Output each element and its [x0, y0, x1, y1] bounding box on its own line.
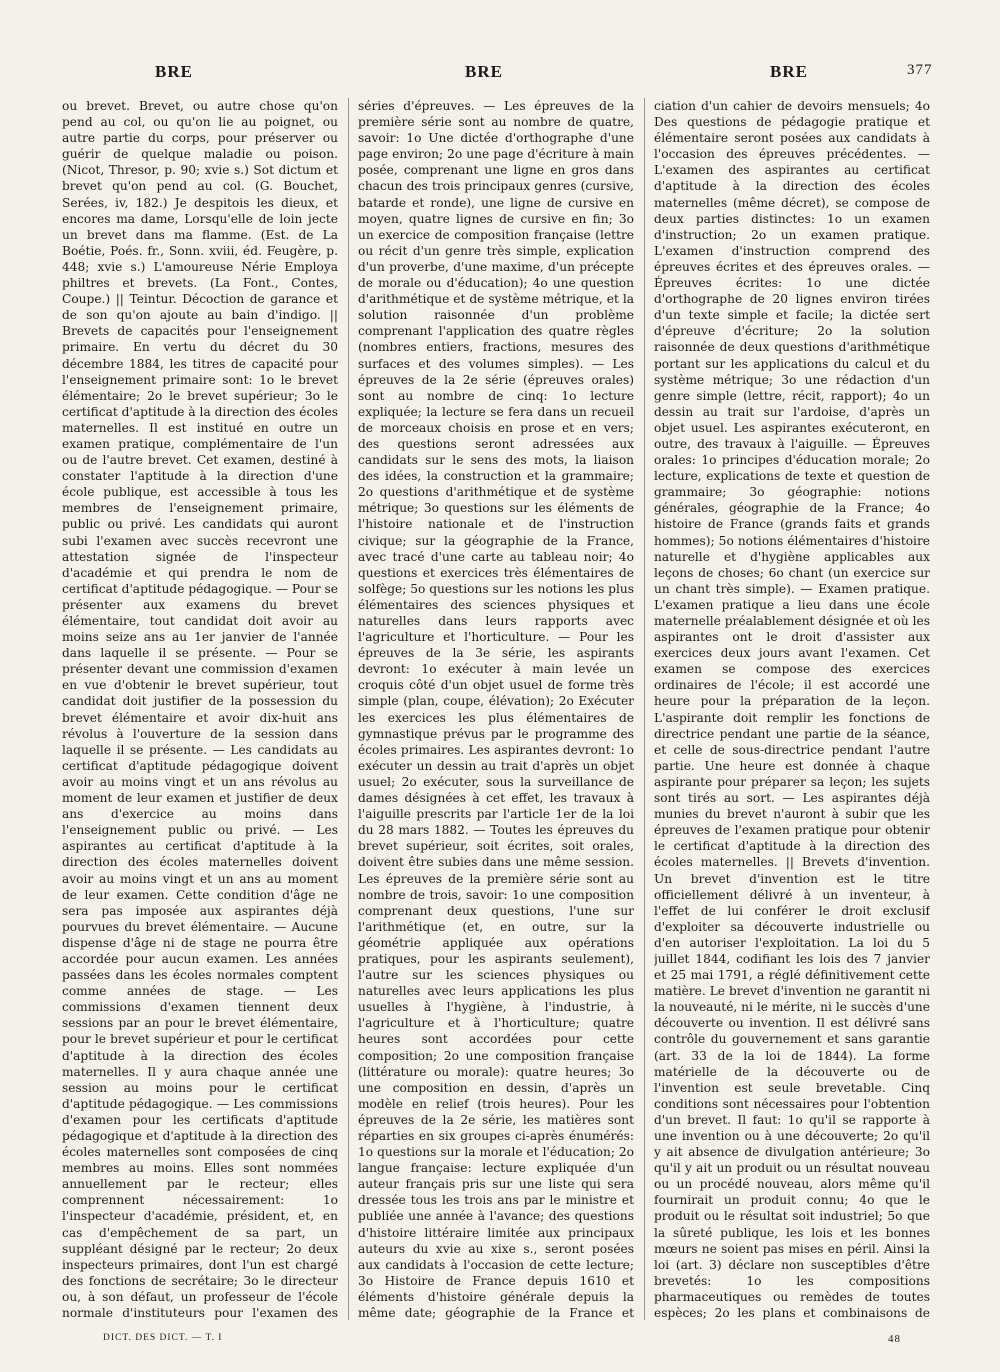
column-2-text: séries d'épreuves. — Les épreuves de la première série sont au nombre de quatre, savoir: 1o Une dictée d'orthographe d'une page environ; 2o une page d'écriture à main posée, comprenant une ligne en gros dans chacun des trois principaux genres (cursive, batarde et ronde), une ligne de cursive en moyen, quatre lignes de cursive en fin; 3o un exercice de composition française (lettre ou récit d'un genre très simple, explication d'un proverbe, d'une maxime, d'un précepte de morale ou d'éducation); 4o une question d'arithmétique et de système métrique, et la solution raisonnée d'un problème comprenant l'application des quatre règles (nombres entiers, fractions, mesures des surfaces et des volumes simples). — Les épreuves de la 2e série (épreuves orales) sont au nombre de cinq: 1o lecture expliquée; la lecture se fera dans un recueil de morceaux choisis en prose et en vers; des questions seront adressées aux candidats sur le sens des mots, la liaison des idées, la construction et la grammaire; 2o questions d'arithmétique et de système métrique; 3o questions sur les éléments de l'histoire nationale et de l'instruction civique; sur la géographie de la France, avec tracé d'une carte au tableau noir; 4o questions et exercices très élémentaires de solfège; 5o questions sur les notions les plus élémentaires des sciences physiques et naturelles dans leurs rapports avec l'agriculture et l'horticulture. — Pour les épreuves de la 3e série, les aspirants devront: 1o exécuter à main levée un croquis côté d'un objet usuel de forme très simple (plan, coupe, élévation); 2o Exécuter les exercices les plus élémentaires de gymnastique prévus par le programme des écoles primaires. Les aspirantes devront: 1o exécuter un dessin au trait d'après un objet usuel; 2o exécuter, sous la surveillance de dames désignées à cet effet, les travaux à l'aiguille prescrits par l'article 1er de la loi du 28 mars 1882. — Toutes les épreuves du brevet supérieur, soit écrites, soit orales, doivent être subies dans une même session. Les épreuves de la première série sont au nombre de trois, savoir: 1o une composition comprenant deux questions, l'une sur l'arithmétique (et, en outre, sur la géométrie appliquée aux opérations pratiques, pour les aspirants seulement), l'autre sur les sciences physiques ou naturelles avec leurs applications les plus usuelles à l'hygiène, à l'industrie, à l'agriculture et à l'horticulture; quatre heures sont accordées pour cette composition; 2o une composition française (littérature ou morale): quatre heures; 3o une composition en dessin, d'après un modèle en relief (trois heures). Pour les épreuves de la 2e série, les matières sont réparties en six groupes ci-après énumérés: 1o questions sur la morale et l'éducation; 2o langue française: lecture expliquée d'un auteur français pris sur une liste qui sera dressée tous les trois ans par le ministre et publiée une année à l'avance; des questions d'histoire littéraire limitée aux principaux auteurs du xvie au xixe s., seront posées aux candidats à l'occasion de cette lecture; 3o Histoire de France depuis 1610 et éléments d'histoire générale depuis la même date; géographie de la France et	[358, 99, 634, 1321]
header-right-word: BRE	[770, 62, 808, 81]
text-column-3	[654, 98, 930, 1323]
text-column-1	[62, 98, 338, 1323]
column-divider-2	[644, 98, 645, 1320]
footer-sheet-number: 48	[888, 1333, 901, 1345]
running-header	[0, 62, 1000, 92]
column-3-text: ciation d'un cahier de devoirs mensuels; 4o Des questions de pédagogie pratique et élémentaire seront posées aux candidats à l'occasion des épreuves précédentes. — L'examen des aspirantes au certificat d'aptitude à la direction des écoles maternelles (même décret), se compose de deux parties distinctes: 1o un examen d'instruction; 2o un examen pratique. L'examen d'instruction comprend des épreuves écrites et des épreuves orales. — Épreuves écrites: 1o une dictée d'orthographe de 20 lignes environ tirées d'un texte simple et facile; la dictée sert d'épreuve d'écriture; 2o la solution raisonnée de deux questions d'arithmétique portant sur les applications du calcul et du système métrique; 3o une rédaction d'un genre simple (lettre, récit, rapport); 4o un dessin au trait sur l'ardoise, d'après un objet usuel. Les aspirantes exécuteront, en outre, des travaux à l'aiguille. — Épreuves orales: 1o principes d'éducation morale; 2o lecture, explications de texte et question de grammaire; 3o géographie: notions générales, géographie de la France; 4o histoire de France (grands faits et grands hommes); 5o notions élémentaires d'histoire naturelle et d'hygiène applicables aux leçons de choses; 6o chant (un exercice sur un chant très simple). — Examen pratique. L'examen pratique a lieu dans une école maternelle préalablement désignée et où les aspirantes ont le droit d'assister aux exercices deux jours avant l'examen. Cet examen se compose des exercices ordinaires de l'école; il est accordé une heure pour la préparation de la leçon. L'aspirante doit remplir les fonctions de directrice pendant une partie de la séance, et celle de sous-directrice pendant l'autre partie. Une heure est donnée à chaque aspirante pour préparer sa leçon; les sujets sont tirés au sort. — Les aspirantes déjà munies du brevet n'auront à subir que les épreuves de l'examen pratique pour obtenir le certificat d'aptitude à la direction des écoles maternelles. || Brevets d'invention. Un brevet d'invention est le titre officiellement délivré à un inventeur, à l'effet de lui conférer le droit exclusif d'exploiter sa découverte industrielle ou d'en autoriser l'exploitation. La loi du 5 juillet 1844, codifiant les lois des 7 janvier et 25 mai 1791, a réglé définitivement cette matière. Le brevet d'invention ne garantit ni la nouveauté, ni le mérite, ni le succès d'une découverte ou invention. Il est délivré sans contrôle du gouvernement et sans garantie (art. 33 de la loi de 1844). La forme matérielle de la découverte ou de l'invention est seule brevetable. Cinq conditions sont nécessaires pour l'obtention d'un brevet. Il faut: 1o qu'il se rapporte à une invention ou à une découverte; 2o qu'il y ait absence de divulgation antérieure; 3o qu'il y ait un produit ou un résultat nouveau ou un procédé nouveau, alors même qu'il fournirait un produit connu; 4o que le produit ou le résultat soit industriel; 5o que la sûreté publique, les lois et les bonnes mœurs ne soient pas mises en péril. Ainsi la loi (art. 3) déclare non susceptibles d'être brevetés: 1o les compositions pharmaceutiques ou remèdes de toutes espèces; 2o les plans et combinaisons de	[654, 99, 930, 1321]
column-divider-1	[348, 98, 349, 1320]
header-left-word: BRE	[155, 62, 193, 81]
header-center-word: BRE	[465, 62, 503, 81]
footer-signature: DICT. DES DICT. — T. I	[103, 1333, 223, 1343]
page-footer	[0, 1333, 1000, 1353]
page-number: 377	[907, 62, 933, 78]
text-column-2	[358, 98, 634, 1323]
column-1-text: ou brevet. Brevet, ou autre chose qu'on pend au col, ou qu'on lie au poignet, ou autre partie du corps, pour préserver ou guérir de quelque maladie ou poison. (Nicot, Thresor, p. 90; xvie s.) Sot dictum et brevet qu'on pend au col. (G. Bouchet, Serées, iv, 182.) Je despitois les dieux, et encores ma dame, Lorsqu'elle de loin jecte un brevet dans ma flamme. (Est. de La Boétie, Poés. fr., Sonn. xviii, éd. Feugère, p. 448; xvie s.) L'amoureuse Nérie Employa philtres et brevets. (La Font., Contes, Coupe.) || Teintur. Décoction de garance et de son qu'on ajoute au bain d'indigo. || Brevets de capacités pour l'enseignement primaire. En vertu du décret du 30 décembre 1884, les titres de capacité pour l'enseignement primaire sont: 1o le brevet élémentaire; 2o le brevet supérieur; 3o le certificat d'aptitude à la direction des écoles maternelles. Il est institué en outre un examen pratique, complémentaire de l'un ou de l'autre brevet. Cet examen, destiné à constater l'aptitude à la direction d'une école publique, est accessible à tous les membres de l'enseignement primaire, public ou privé. Les candidats qui auront subi l'examen avec succès recevront une attestation signée de l'inspecteur d'académie et qui prendra le nom de certificat d'aptitude pédagogique. — Pour se présenter aux examens du brevet élémentaire, tout candidat doit avoir au moins seize ans au 1er janvier de l'année dans laquelle il se présente. — Pour se présenter devant une commission d'examen en vue d'obtenir le brevet supérieur, tout candidat doit justifier de la possession du brevet élémentaire et avoir dix-huit ans révolus à l'ouverture de la session dans laquelle il se présente. — Les candidats au certificat d'aptitude pédagogique doivent avoir au moins vingt et un ans révolus au moment de leur examen et justifier de deux ans d'exercice au moins dans l'enseignement public ou privé. — Les aspirantes au certificat d'aptitude à la direction des écoles maternelles doivent avoir au moins vingt et un ans au moment de leur examen. Cette condition d'âge ne sera pas imposée aux aspirantes déjà pourvues du brevet élémentaire. — Aucune dispense d'âge ni de stage ne pourra être accordée pour aucun examen. Les années passées dans les écoles normales comptent comme années de stage. — Les commissions d'examen tiennent deux sessions par an pour le brevet élémentaire, pour le brevet supérieur et pour le certificat d'aptitude à la direction des écoles maternelles. Il y aura chaque année une session au moins pour le certificat d'aptitude pédagogique. — Les commissions d'examen pour les certificats d'aptitude pédagogique et d'aptitude à la direction des écoles maternelles sont composées de cinq membres au moins. Elles sont nommées annuellement par le recteur; elles comprennent nécessairement: 1o l'inspecteur d'académie, président, et, en cas d'empêchement de sa part, un suppléant désigné par le recteur; 2o deux inspecteurs primaires, dont l'un est chargé des fonctions de secrétaire; 3o le directeur ou, à son défaut, un professeur de l'école normale d'instituteurs pour l'examen des	[62, 99, 338, 1321]
